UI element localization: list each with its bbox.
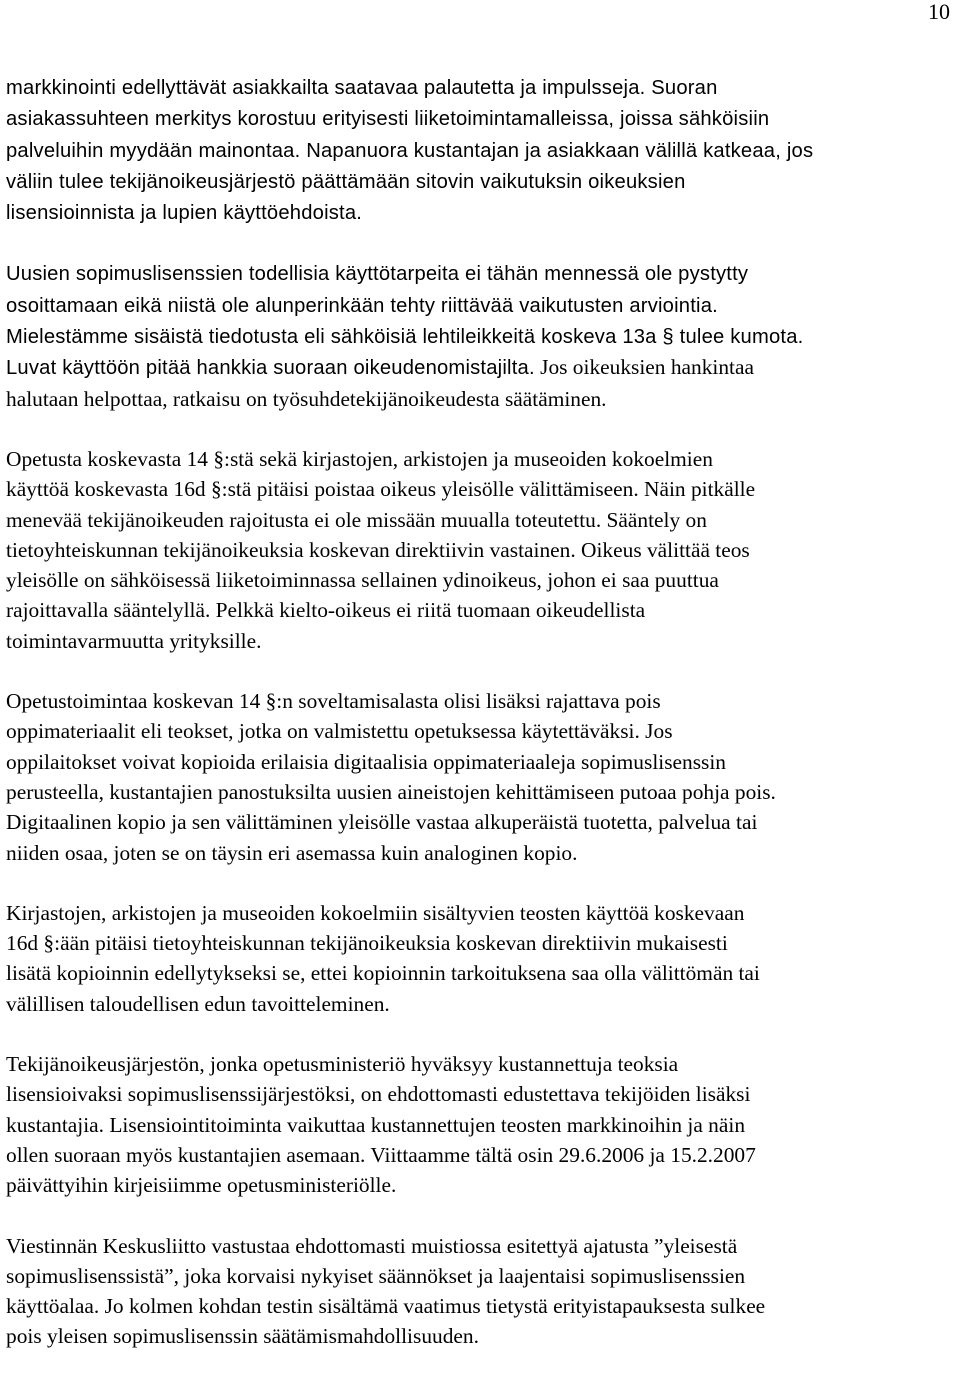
text-line	[6, 1261, 956, 1291]
text-line	[6, 777, 956, 807]
text-line	[6, 1110, 956, 1140]
text-segment: oppilaitokset voivat kopioida erilaisia digitaalisia oppimateriaaleja sopimuslisenssin	[6, 749, 727, 774]
text-line	[6, 1140, 956, 1170]
text-line	[6, 989, 956, 1019]
text-line	[6, 898, 956, 928]
page-number: 10	[928, 0, 950, 24]
text-segment: välillisen taloudellisen edun tavoitteleminen.	[6, 991, 390, 1016]
paragraph-6	[6, 1049, 956, 1200]
text-line	[6, 1079, 956, 1109]
text-segment: Jos oikeuksien hankintaa	[534, 355, 754, 380]
text-segment: Kirjastojen, arkistojen ja museoiden kokoelmiin sisältyvien teosten käyttöä koskevaan	[6, 900, 745, 925]
text-line	[6, 1170, 956, 1200]
text-segment: 16d §:ään pitäisi tietoyhteiskunnan tekijänoikeuksia koskevan direktiivin mukaisesti	[6, 931, 728, 956]
text-line	[6, 290, 956, 321]
text-segment: ollen suoraan myös kustantajien asemaan. Viittaamme tältä osin 29.6.2006 ja 15.2.2007	[6, 1142, 756, 1167]
text-segment: perusteella, kustantajien panostuksilta uusien aineistojen kehittämiseen putoaa pohja pois.	[6, 779, 776, 804]
text-segment: käyttöä koskevasta 16d §:stä pitäisi poistaa oikeus yleisölle välittämiseen. Näin pitkälle	[6, 477, 756, 502]
text-line	[6, 928, 956, 958]
text-line	[6, 103, 956, 134]
text-line	[6, 716, 956, 746]
text-line	[6, 444, 956, 474]
text-segment: sopimuslisenssistä”, joka korvaisi nykyiset säännökset ja laajentaisi sopimuslisenssien	[6, 1263, 746, 1288]
text-segment: niiden osaa, joten se on täysin eri asemassa kuin analoginen kopio.	[6, 840, 578, 865]
paragraph-7	[6, 1231, 956, 1352]
text-line	[6, 958, 956, 988]
text-segment: väliin tulee tekijänoikeusjärjestö päättämään sitovin vaikutuksin oikeuksien	[6, 170, 686, 193]
text-line	[6, 1291, 956, 1321]
text-segment: Mielestämme sisäistä tiedotusta eli sähköisiä lehtileikkeitä koskeva 13a § tulee kumota.	[6, 326, 804, 349]
text-segment: asiakassuhteen merkitys korostuu erityisesti liiketoimintamalleissa, joissa sähköisiin	[6, 108, 770, 131]
text-segment: oppimateriaalit eli teokset, jotka on valmistettu opetuksessa käytettäväksi. Jos	[6, 719, 673, 744]
text-line	[6, 321, 956, 352]
text-segment: rajoittavalla sääntelyllä. Pelkkä kielto-oikeus ei riitä tuomaan oikeudellista	[6, 598, 646, 623]
text-segment: käyttöalaa. Jo kolmen kohdan testin sisältämä vaatimus tietystä erityistapauksesta sulkee	[6, 1294, 766, 1319]
text-line	[6, 626, 956, 656]
text-line	[6, 565, 956, 595]
text-line	[6, 686, 956, 716]
text-line	[6, 1231, 956, 1261]
text-line	[6, 258, 956, 289]
text-segment: lisensioinnista ja lupien käyttöehdoista.	[6, 202, 363, 225]
paragraph-4	[6, 686, 956, 868]
text-segment: kustantajia. Lisensiointitoiminta vaikuttaa kustannettujen teosten markkinoihin ja näin	[6, 1112, 746, 1137]
text-segment: halutaan helpottaa, ratkaisu on työsuhdetekijänoikeudesta säätäminen.	[6, 386, 607, 411]
text-line	[6, 166, 956, 197]
text-line	[6, 505, 956, 535]
text-segment: Luvat käyttöön pitää hankkia suoraan oikeudenomistajilta.	[6, 357, 535, 380]
text-segment: menevää tekijänoikeuden rajoitusta ei ole missään muualla toteutettu. Sääntely on	[6, 507, 707, 532]
text-segment: yleisölle on sähköisessä liiketoiminnassa sellainen ydinoikeus, johon ei saa puuttua	[6, 568, 719, 593]
text-segment: Viestinnän Keskusliitto vastustaa ehdottomasti muistiossa esitettyä ajatusta ”yleisestä	[6, 1233, 738, 1258]
text-segment: osoittamaan eikä niistä ole alunperinkään tehty riittävää vaikutusten arviointia.	[6, 294, 718, 317]
text-line	[6, 1049, 956, 1079]
text-segment: pois yleisen sopimuslisenssin säätämismahdollisuuden.	[6, 1324, 479, 1349]
paragraph-1	[6, 72, 956, 228]
text-line	[6, 595, 956, 625]
text-segment: Digitaalinen kopio ja sen välittäminen yleisölle vastaa alkuperäistä tuotetta, palvelua tai	[6, 810, 758, 835]
text-line	[6, 72, 956, 103]
paragraph-2	[6, 258, 956, 413]
text-segment: Opetusta koskevasta 14 §:stä sekä kirjastojen, arkistojen ja museoiden kokoelmien	[6, 446, 713, 471]
paragraph-5	[6, 898, 956, 1019]
text-line	[6, 747, 956, 777]
text-segment: Uusien sopimuslisenssien todellisia käyttötarpeita ei tähän mennessä ole pystytty	[6, 263, 749, 286]
text-segment: lisätä kopioinnin edellytykseksi se, ettei kopioinnin tarkoituksena saa olla välittömän tai	[6, 961, 760, 986]
text-line	[6, 474, 956, 504]
document-body	[6, 72, 956, 1382]
text-segment: palveluihin myydään mainontaa. Napanuora kustantajan ja asiakkaan välillä katkeaa, jos	[6, 139, 814, 162]
text-line	[6, 352, 956, 383]
text-line	[6, 197, 956, 228]
text-segment: markkinointi edellyttävät asiakkailta saatavaa palautetta ja impulsseja. Suoran	[6, 77, 718, 99]
text-segment: Tekijänoikeusjärjestön, jonka opetusministeriö hyväksyy kustannettuja teoksia	[6, 1052, 679, 1077]
paragraph-3	[6, 444, 956, 656]
text-segment: päivättyihin kirjeisiimme opetusministeriölle.	[6, 1173, 397, 1198]
text-line	[6, 135, 956, 166]
text-line	[6, 838, 956, 868]
text-segment: toimintavarmuutta yrityksille.	[6, 628, 262, 653]
text-line	[6, 384, 956, 414]
text-segment: tietoyhteiskunnan tekijänoikeuksia koskevan direktiivin vastainen. Oikeus välittää teos	[6, 537, 750, 562]
text-line	[6, 807, 956, 837]
text-line	[6, 1321, 956, 1351]
text-line	[6, 535, 956, 565]
text-segment: lisensioivaksi sopimuslisenssijärjestöksi, on ehdottomasti edustettava tekijöiden lisäksi	[6, 1082, 751, 1107]
text-segment: Opetustoimintaa koskevan 14 §:n soveltamisalasta olisi lisäksi rajattava pois	[6, 689, 661, 714]
